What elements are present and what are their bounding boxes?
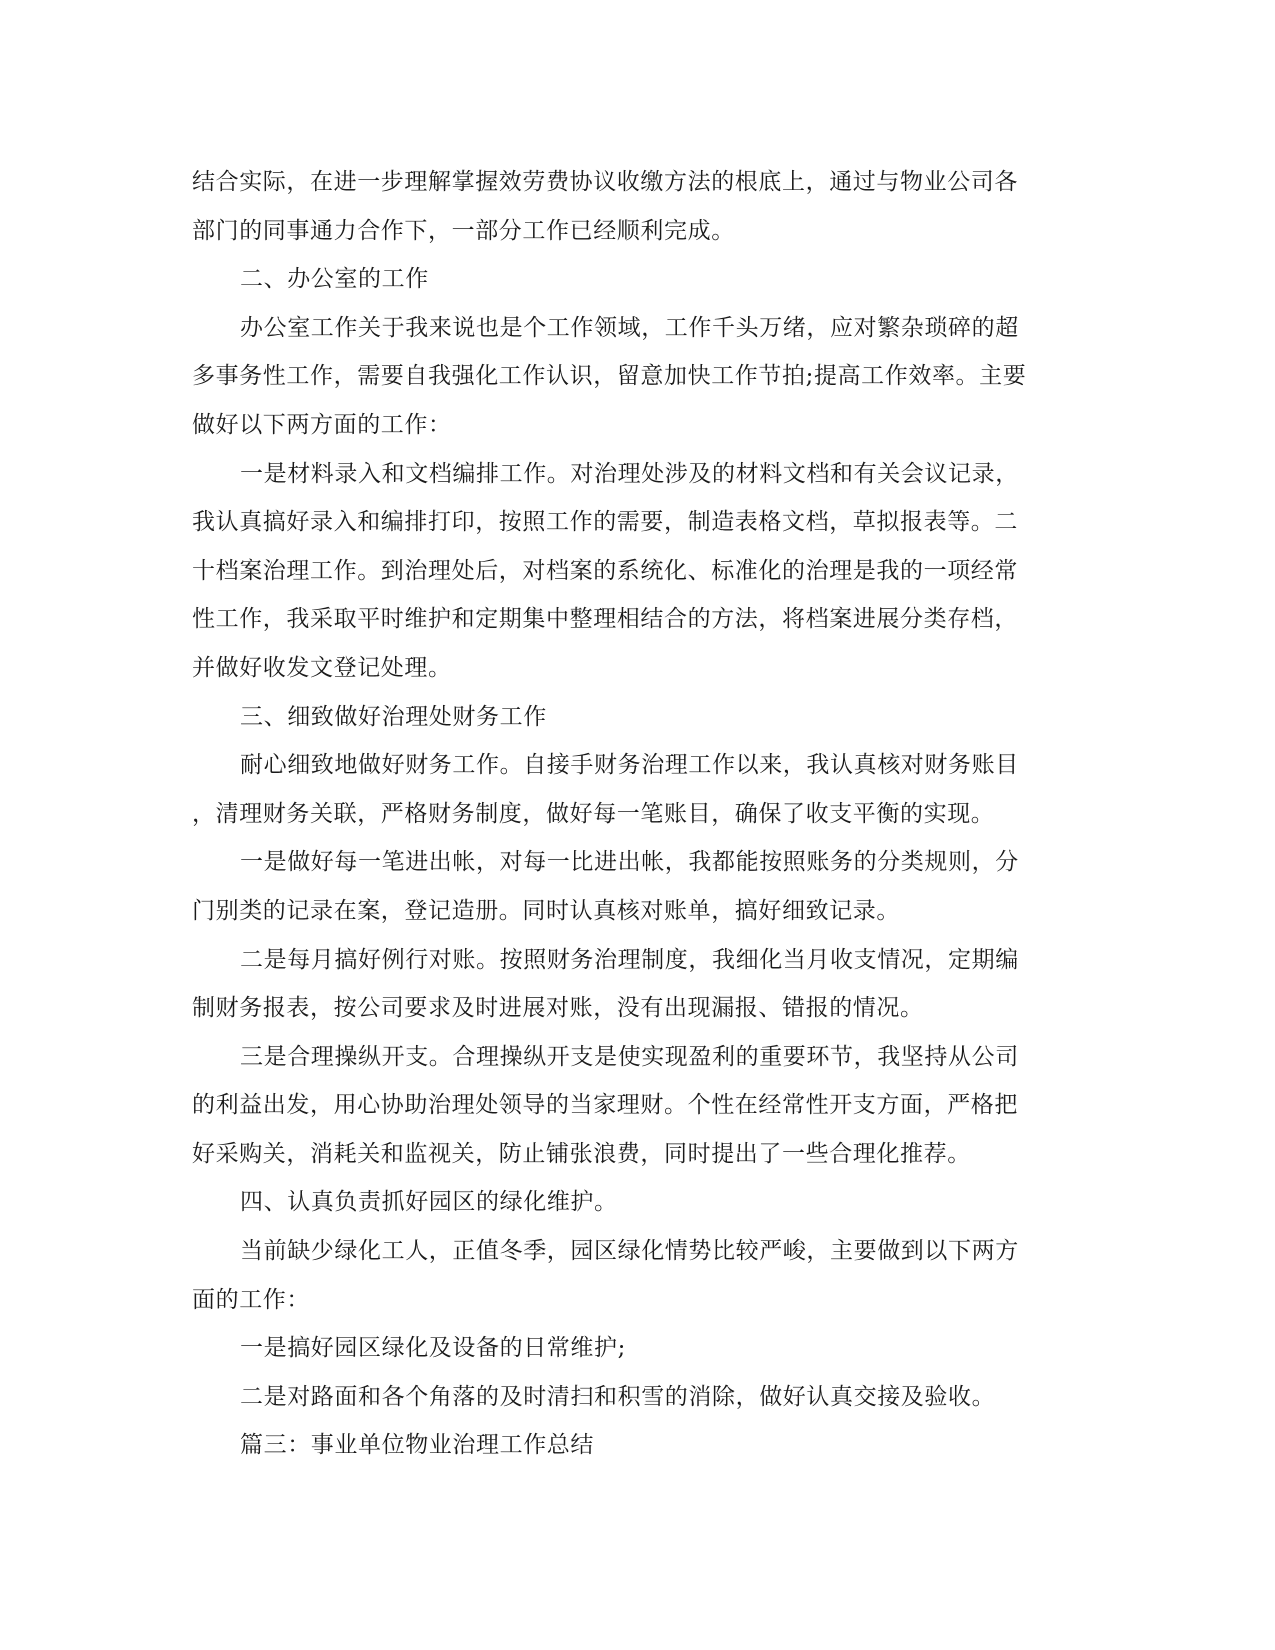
- text-line: 部门的同事通力合作下，一部分工作已经顺利完成。: [192, 217, 735, 244]
- text-line: 门别类的记录在案，登记造册。同时认真核对账单，搞好细致记录。: [192, 897, 900, 924]
- text-line: 二、办公室的工作: [240, 266, 429, 293]
- text-line: 三、细致做好治理处财务工作: [240, 703, 547, 730]
- text-line: 二是对路面和各个角落的及时清扫和积雪的消除，做好认真交接及验收。: [240, 1383, 996, 1410]
- text-line: ，清理财务关联，严格财务制度，做好每一笔账目，确保了收支平衡的实现。: [192, 800, 995, 827]
- text-line: 我认真搞好录入和编排打印，按照工作的需要，制造表格文档，草拟报表等。二: [192, 509, 1018, 536]
- text-line: 制财务报表，按公司要求及时进展对账，没有出现漏报、错报的情况。: [192, 995, 924, 1022]
- text-line: 十档案治理工作。到治理处后，对档案的系统化、标准化的治理是我的一项经常: [192, 557, 1018, 584]
- text-line: 结合实际，在进一步理解掌握效劳费协议收缴方法的根底上，通过与物业公司各: [192, 169, 1018, 195]
- text-line: 二是每月搞好例行对账。按照财务治理制度，我细化当月收支情况，定期编: [240, 946, 1019, 973]
- text-line: 四、认真负责抓好园区的绿化维护。: [240, 1189, 618, 1216]
- text-line: 一是搞好园区绿化及设备的日常维护;: [240, 1335, 626, 1362]
- text-line: 一是材料录入和文档编排工作。对治理处涉及的材料文档和有关会议记录，: [240, 460, 1019, 487]
- document-body: [192, 158, 1082, 1470]
- text-line: 的利益出发，用心协助治理处领导的当家理财。个性在经常性开支方面，严格把: [192, 1092, 1018, 1119]
- text-line: 篇三：事业单位物业治理工作总结: [240, 1432, 594, 1459]
- text-line: 并做好收发文登记处理。: [192, 654, 452, 681]
- text-line: 当前缺少绿化工人，正值冬季，园区绿化情势比较严峻，主要做到以下两方: [240, 1238, 1019, 1265]
- text-line: 做好以下两方面的工作：: [192, 411, 452, 438]
- text-line: 多事务性工作，需要自我强化工作认识，留意加快工作节拍;提高工作效率。主要: [192, 363, 1027, 390]
- text-line: 耐心细致地做好财务工作。自接手财务治理工作以来，我认真核对财务账目: [240, 752, 1019, 779]
- text-line: 性工作，我采取平时维护和定期集中整理相结合的方法，将档案进展分类存档，: [192, 606, 1018, 633]
- text-line: 办公室工作关于我来说也是个工作领域，工作千头万绪，应对繁杂琐碎的超: [240, 314, 1019, 341]
- text-line: 面的工作：: [192, 1286, 310, 1313]
- text-line: 好采购关，消耗关和监视关，防止铺张浪费，同时提出了一些合理化推荐。: [192, 1140, 971, 1167]
- text-line: 三是合理操纵开支。合理操纵开支是使实现盈利的重要环节，我坚持从公司: [240, 1043, 1019, 1070]
- text-line: 一是做好每一笔进出帐，对每一比进出帐，我都能按照账务的分类规则，分: [240, 849, 1019, 876]
